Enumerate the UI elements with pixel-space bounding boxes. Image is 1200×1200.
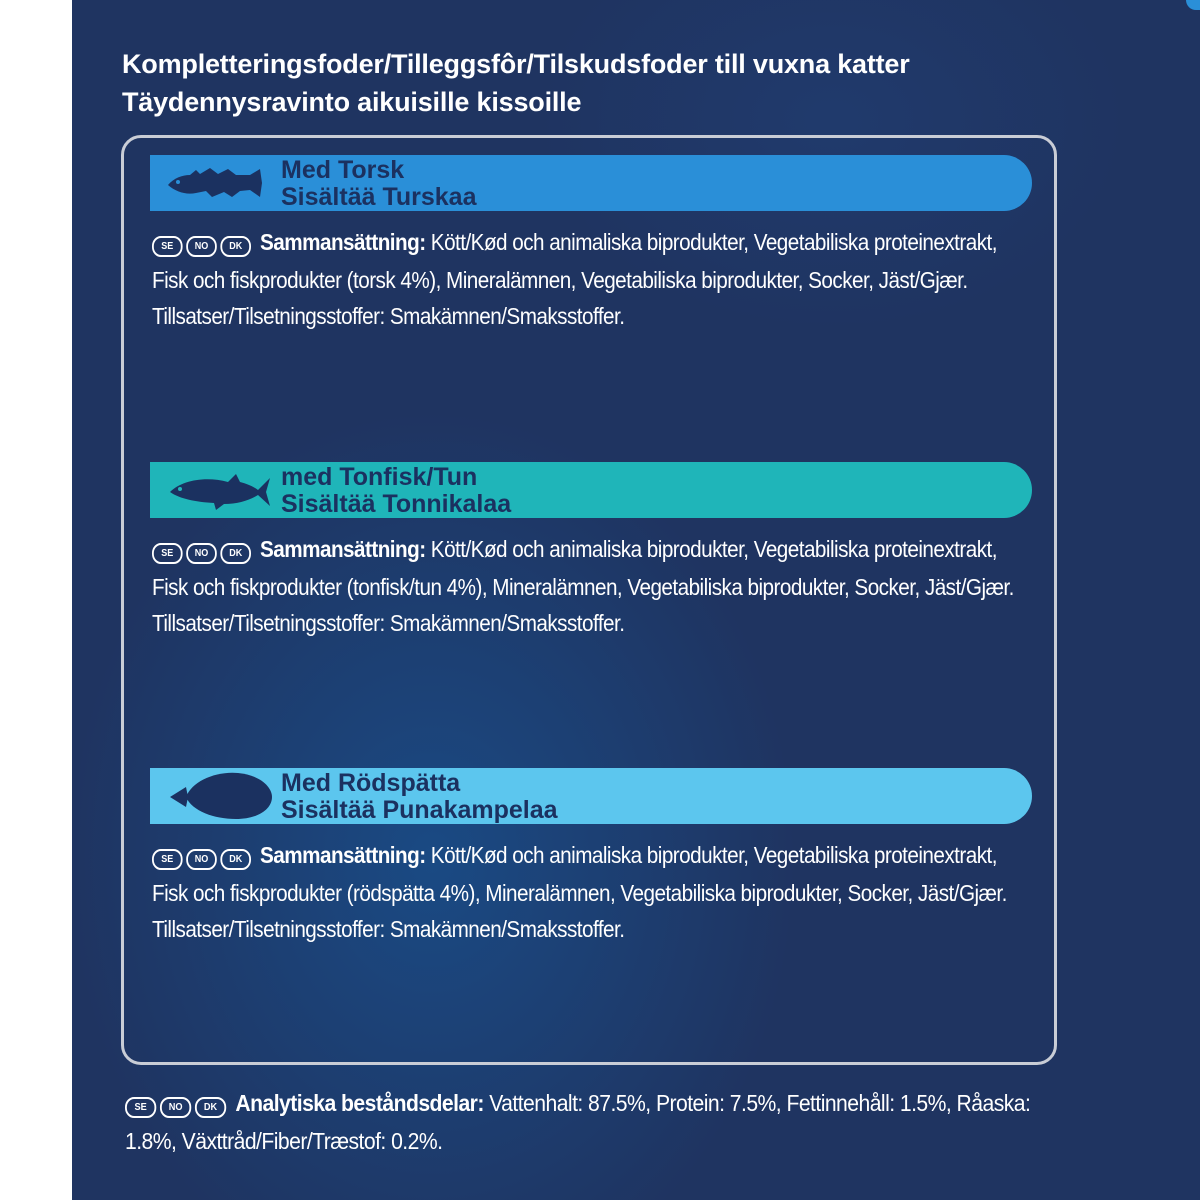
flag-dk: DK (220, 849, 251, 870)
variant-name-line2: Sisältää Turskaa (281, 183, 477, 211)
variant-banner-tuna (150, 462, 1032, 518)
flag-dk: DK (220, 543, 251, 564)
flag-se: SE (152, 849, 183, 870)
variant-banner-cod (150, 155, 1032, 211)
composition-block-plaice (152, 837, 1030, 947)
variant-name-line1: med Tonfisk/Tun (281, 463, 478, 491)
flag-dk: DK (220, 236, 251, 257)
composition-block-tuna (152, 531, 1030, 641)
product-title: Kompletteringsfoder/Tilleggsfôr/Tilskudsfoder till vuxna katter (122, 49, 910, 79)
flag-se: SE (125, 1097, 156, 1118)
flag-no: NO (186, 849, 217, 870)
composition-text: Kött/Kød och animaliska biprodukter, Vegetabiliska proteinextrakt, Fisk och fiskprodukter (torsk 4%), Mineralämnen, Vegetabiliska biprodukter, Socker, Jäst/Gjær. Tillsatser/Tilsetningsstoffer: Smakämnen/Smaksstoffer. (152, 229, 997, 329)
flag-no: NO (186, 236, 217, 257)
flag-se: SE (152, 236, 183, 257)
composition-label: Sammansättning: (260, 536, 426, 562)
composition-text: Kött/Kød och animaliska biprodukter, Vegetabiliska proteinextrakt, Fisk och fiskprodukter (rödspätta 4%), Mineralämnen, Vegetabiliska biprodukter, Socker, Jäst/Gjær. Tillsatser/Tilsetningsstoffer: Smakämnen/Smaksstoffer. (152, 842, 1007, 942)
composition-label: Sammansättning: (260, 842, 426, 868)
variant-name-line2: Sisältää Punakampelaa (281, 796, 558, 824)
flag-se: SE (152, 543, 183, 564)
variant-name-line1: Med Rödspätta (281, 769, 461, 797)
analysis-label: Analytiska beståndsdelar: (235, 1090, 484, 1116)
tuna-fish-icon (166, 468, 276, 512)
country-flags (152, 836, 255, 872)
analytical-constituents (125, 1085, 1082, 1159)
composition-block-cod (152, 224, 1030, 334)
composition-label: Sammansättning: (260, 229, 426, 255)
country-flags (152, 223, 255, 259)
composition-text: Kött/Kød och animaliska biprodukter, Vegetabiliska proteinextrakt, Fisk och fiskprodukter (tonfisk/tun 4%), Mineralämnen, Vegetabiliska biprodukter, Socker, Jäst/Gjær. Tillsatser/Tilsetningsstoffer: Smakämnen/Smaksstoffer. (152, 536, 1014, 636)
analysis-text: Vattenhalt: 87.5%, Protein: 7.5%, Fettinnehåll: 1.5%, Råaska: 1.8%, Växttråd/Fiber/Træstof: 0.2%. (125, 1090, 1031, 1154)
variant-name-line2: Sisältää Tonnikalaa (281, 490, 512, 518)
variant-name-line1: Med Torsk (281, 156, 405, 184)
country-flags (125, 1084, 230, 1120)
country-flags (152, 530, 255, 566)
plaice-fish-icon (166, 771, 276, 821)
flag-no: NO (186, 543, 217, 564)
product-subtitle: Täydennysravinto aikuisille kissoille (122, 87, 582, 117)
cod-fish-icon (166, 161, 276, 205)
flag-dk: DK (195, 1097, 226, 1118)
variant-banner-plaice (150, 768, 1032, 824)
flag-no: NO (160, 1097, 191, 1118)
